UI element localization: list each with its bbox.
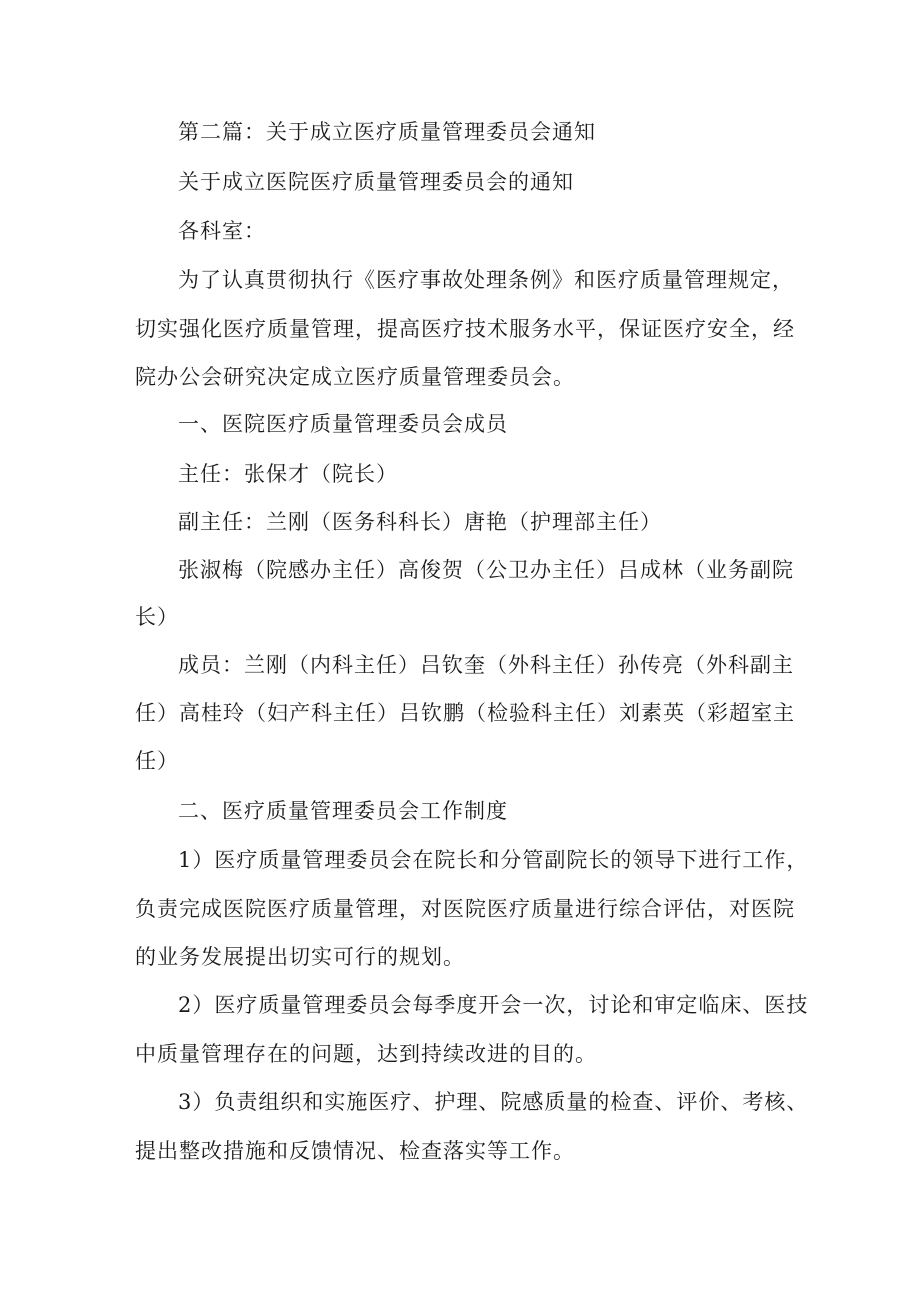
chapter-title: 第二篇：关于成立医疗质量管理委员会通知 xyxy=(178,120,596,144)
members-line-3: 任） xyxy=(135,749,179,773)
director-line: 主任：张保才（院长） xyxy=(178,462,398,486)
members-line-2: 任）高桂玲（妇产科主任）吕钦鹏（检验科主任）刘素英（彩超室主 xyxy=(135,701,795,725)
rule1-line-1: 1）医疗质量管理委员会在院长和分管副院长的领导下进行工作， xyxy=(178,848,809,872)
rule1-line-3: 的业务发展提出切实可行的规划。 xyxy=(135,945,465,969)
rule2-line-2: 中质量管理存在的问题，达到持续改进的目的。 xyxy=(135,1042,597,1066)
intro-line-2: 切实强化医疗质量管理，提高医疗技术服务水平，保证医疗安全，经 xyxy=(135,317,795,341)
deputies-line-1: 张淑梅（院感办主任）高俊贺（公卫办主任）吕成林（业务副院 xyxy=(178,558,794,582)
section1-heading: 一、医院医疗质量管理委员会成员 xyxy=(178,412,508,436)
members-line-1: 成员：兰刚（内科主任）吕钦奎（外科主任）孙传亮（外科副主 xyxy=(178,653,794,677)
notice-title: 关于成立医院医疗质量管理委员会的通知 xyxy=(178,170,574,194)
intro-line-1: 为了认真贯彻执行《医疗事故处理条例》和医疗质量管理规定， xyxy=(178,268,794,292)
deputy-director-line: 副主任：兰刚（医务科科长）唐艳（护理部主任） xyxy=(178,510,662,534)
intro-line-3: 院办公会研究决定成立医疗质量管理委员会。 xyxy=(135,365,575,389)
rule3-line-2: 提出整改措施和反馈情况、检查落实等工作。 xyxy=(135,1139,575,1163)
rule2-line-1: 2）医疗质量管理委员会每季度开会一次，讨论和审定临床、医技 xyxy=(178,993,809,1017)
section2-heading: 二、医疗质量管理委员会工作制度 xyxy=(178,799,508,823)
deputies-line-2: 长） xyxy=(135,605,179,629)
rule1-line-2: 负责完成医院医疗质量管理，对医院医疗质量进行综合评估，对医院 xyxy=(135,897,795,921)
salutation: 各科室： xyxy=(178,219,266,243)
rule3-line-1: 3）负责组织和实施医疗、护理、院感质量的检查、评价、考核、 xyxy=(178,1090,809,1114)
